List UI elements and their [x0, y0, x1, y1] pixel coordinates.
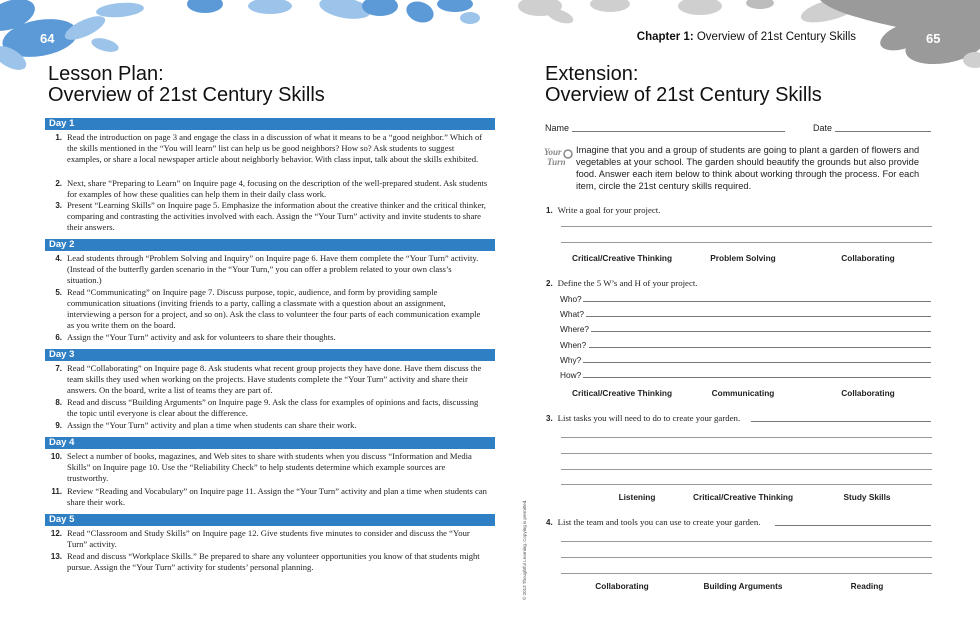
question-1: 1. Write a goal for your project. [546, 205, 661, 215]
copyright-notice: © 2013 Thoughtful Learning. Copying is permitted. [522, 499, 527, 600]
skill-option[interactable]: Collaborating [595, 581, 649, 591]
skill-option[interactable]: Building Arguments [703, 581, 783, 591]
wh-answer-line[interactable] [583, 301, 931, 302]
chapter-title: Overview of 21st Century Skills [696, 31, 856, 43]
day-4-header: Day 4 [45, 437, 495, 449]
lesson-item: 4. Lead students through “Problem Solving and Inquiry” on Inquire page 6. Have them complete the “Your Turn” activity. (Instead of the butterfly garden scenario in the “Your Turn,” you can offer a problem related to your own class’s situation.) [55, 253, 479, 285]
wh-answer-line[interactable] [586, 316, 931, 317]
answer-line[interactable] [561, 573, 932, 574]
day-3-header: Day 3 [45, 349, 495, 361]
wh-label: How? [560, 370, 582, 380]
chapter-label: Chapter 1: [636, 31, 694, 43]
day-5-header: Day 5 [45, 514, 495, 526]
lesson-item: 2. Next, share “Preparing to Learn” on Inquire page 4, focusing on the description of the well-prepared student. Ask students for examples of how these qualities can help them in their daily class work. [55, 178, 488, 199]
wh-label: When? [560, 340, 587, 350]
day-1-header: Day 1 [45, 118, 495, 130]
skill-option[interactable]: Reading [850, 581, 884, 591]
chapter-header [637, 31, 856, 43]
question-3: 3. List tasks you will need to do to create your garden. [546, 413, 741, 423]
question-4: 4. List the team and tools you can use to create your garden. [546, 517, 761, 527]
wh-label: Who? [560, 294, 582, 304]
your-turn-word1: Your [544, 147, 562, 157]
lesson-item: 12. Read “Classroom and Study Skills” on Inquire page 12. Give students five minutes to consider and discuss the “Your Turn” activity. [50, 528, 470, 549]
answer-line[interactable] [775, 525, 931, 526]
lesson-item: 6. Assign the “Your Turn” activity and ask for volunteers to share their thoughts. [55, 332, 336, 342]
lesson-plan-title-line1: Lesson Plan: [48, 63, 164, 85]
intro-paragraph: Imagine that you and a group of students are going to plant a garden of flowers and vegetables at your school. The garden should beautify the grounds but also provide food. Answer each item below to think about working through the process. For each item, circle the 21st century skills required. [576, 145, 920, 191]
lesson-item: 7. Read “Collaborating” on Inquire page 8. Ask students what recent group projects they have done. Have them discuss the team skills they used when working on the projects. Have students complete the “Your Turn” activity and share their answers. On the board, write a list of teams they are part of. [55, 363, 482, 395]
lesson-item: 10. Select a number of books, magazines, and Web sites to share with students when you discuss “Information and Media Skills” on Inquire page 10. Use the “Reliability Check” to help students determine which example sources are trustworthy. [50, 451, 472, 483]
skill-option[interactable]: Communicating [711, 388, 775, 398]
wh-label: What? [560, 309, 584, 319]
right-page-number: 65 [926, 31, 941, 46]
name-label: Name [545, 123, 570, 133]
extension-title [545, 64, 822, 106]
skill-option[interactable]: Critical/Creative Thinking [571, 253, 673, 263]
answer-line[interactable] [561, 437, 932, 438]
answer-line[interactable] [561, 453, 932, 454]
lesson-item: 13. Read and discuss “Workplace Skills.” Be prepared to share any volunteer opportunities you know of that students might pursue. Assign the “Your Turn” activity for students’ personal planning. [50, 551, 480, 572]
answer-line[interactable] [751, 421, 931, 422]
lesson-plan-title-line2: Overview of 21st Century Skills [48, 84, 325, 106]
lesson-item: 9. Assign the “Your Turn” activity and plan a time when students can share their work. [55, 420, 357, 430]
wh-label: Why? [560, 355, 582, 365]
wh-label: Where? [560, 324, 590, 334]
question-2: 2. Define the 5 W’s and H of your project. [546, 278, 698, 288]
extension-title-line2: Overview of 21st Century Skills [545, 84, 822, 106]
answer-line[interactable] [561, 557, 932, 558]
lesson-item: 1. Read the introduction on page 3 and engage the class in a discussion of what it means to be a “good neighbor.” Which of the skills mentioned in the “You will learn” list can help us be good neighbors? How so? Ask students to suggest examples, or share a local newspaper article about neighborly behavior. With class input, talk about the skills exhibited. [55, 132, 483, 164]
left-leaves-icon [0, 0, 480, 70]
day-2-header: Day 2 [45, 239, 495, 251]
date-field[interactable] [835, 131, 931, 132]
lesson-item: 5. Read “Communicating” on Inquire page 7. Discuss purpose, topic, audience, and form by providing sample communication situations (inviting friends to a party, calling a classmate with a question about an assignment, interviewing a person for a project, and so on). Ask the class to volunteer the four parts of each communication example as you write them on the board. [55, 287, 481, 330]
answer-line[interactable] [561, 469, 932, 470]
your-turn-word2: Turn [547, 157, 566, 167]
skill-option[interactable]: Collaborating [841, 253, 895, 263]
left-page-number: 64 [40, 31, 55, 46]
wh-answer-line[interactable] [591, 331, 931, 332]
wh-answer-line[interactable] [583, 377, 931, 378]
date-label: Date [813, 123, 833, 133]
lesson-item: 3. Present “Learning Skills” on Inquire page 5. Emphasize the information about the creative thinker and the critical thinker, comparing and contrasting the activities involved with each. Assign the “Your Turn” activity and invite students to share their answers. [55, 200, 486, 232]
skill-option[interactable]: Study Skills [843, 492, 891, 502]
skill-option[interactable]: Listening [618, 492, 656, 502]
skill-option[interactable]: Problem Solving [710, 253, 776, 263]
lesson-plan-title [48, 64, 325, 106]
answer-line[interactable] [561, 541, 932, 542]
wh-answer-line[interactable] [589, 347, 931, 348]
lesson-item: 8. Read and discuss “Building Arguments” on Inquire page 9. Ask the class for examples of opinions and facts, discussing the topic until everyone is clear about the difference. [55, 397, 479, 418]
skill-option[interactable]: Critical/Creative Thinking [571, 388, 673, 398]
extension-title-line1: Extension: [545, 63, 639, 85]
your-turn-icon [544, 145, 574, 169]
wh-answer-line[interactable] [583, 362, 931, 363]
skill-option[interactable]: Critical/Creative Thinking [692, 492, 794, 502]
skill-option[interactable]: Collaborating [841, 388, 895, 398]
answer-line[interactable] [561, 226, 932, 227]
lesson-item: 11. Review “Reading and Vocabulary” on Inquire page 11. Assign the “Your Turn” activity and plan a time when students can share their work. [51, 486, 487, 507]
name-field[interactable] [572, 131, 785, 132]
answer-line[interactable] [561, 242, 932, 243]
answer-line[interactable] [561, 484, 932, 485]
